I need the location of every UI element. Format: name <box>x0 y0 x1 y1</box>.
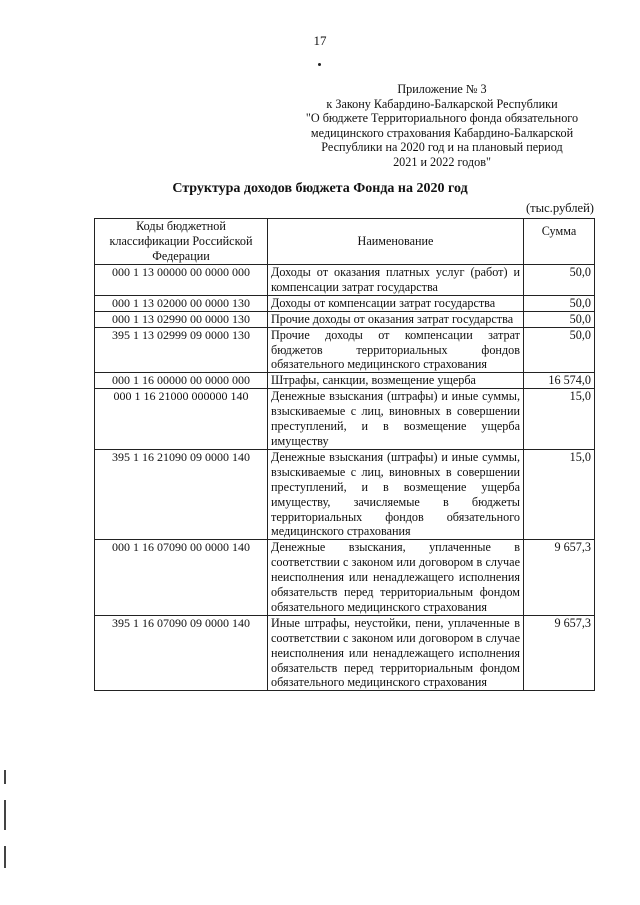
appendix-header <box>292 82 592 170</box>
row-code: 395 1 16 21090 09 0000 140 <box>95 449 268 539</box>
row-code: 000 1 13 02000 00 0000 130 <box>95 295 268 311</box>
table-row <box>95 389 595 450</box>
row-code: 000 1 16 07090 00 0000 140 <box>95 540 268 616</box>
row-amount: 50,0 <box>524 311 595 327</box>
row-name: Доходы от компенсации затрат государства <box>268 295 524 311</box>
row-amount: 16 574,0 <box>524 373 595 389</box>
table-row <box>95 311 595 327</box>
scan-margin-mark <box>4 846 6 868</box>
appendix-line: к Закону Кабардино-Балкарской Республики <box>326 96 558 111</box>
row-code: 000 1 13 00000 00 0000 000 <box>95 265 268 296</box>
row-amount: 9 657,3 <box>524 615 595 691</box>
table-row <box>95 615 595 691</box>
scan-margin-mark <box>4 770 6 784</box>
document-title: Структура доходов бюджета Фонда на 2020 год <box>172 181 468 196</box>
row-amount: 9 657,3 <box>524 540 595 616</box>
units-label: (тыс.рублей) <box>525 201 594 215</box>
header-amount: Сумма <box>524 219 595 265</box>
header-code: Коды бюджетной классификации Российской Федерации <box>95 219 268 265</box>
row-name: Прочие доходы от компенсации затрат бюджетов территориальных фондов обязательного медицинского страхования <box>268 327 524 373</box>
table-row <box>95 265 595 296</box>
row-amount: 15,0 <box>524 389 595 450</box>
appendix-line: "О бюджете Территориального фонда обязательного <box>305 111 579 126</box>
table-header-row <box>95 219 595 265</box>
row-amount: 50,0 <box>524 265 595 296</box>
appendix-line: 2021 и 2022 годов" <box>393 154 491 169</box>
row-amount: 15,0 <box>524 449 595 539</box>
header-name: Наименование <box>268 219 524 265</box>
row-name: Иные штрафы, неустойки, пени, уплаченные в соответствии с законом или договором в случае неисполнения или ненадлежащего исполнения обязательств перед территориальным фондом обязательного медицинского страхования <box>268 615 524 691</box>
row-name: Штрафы, санкции, возмещение ущерба <box>268 373 524 389</box>
appendix-line: медицинского страхования Кабардино-Балкарской <box>310 125 574 140</box>
row-name: Прочие доходы от оказания затрат государства <box>268 311 524 327</box>
income-structure-table <box>94 218 595 691</box>
row-name: Доходы от оказания платных услуг (работ) и компенсации затрат государства <box>268 265 524 296</box>
table-row <box>95 373 595 389</box>
table-row <box>95 295 595 311</box>
row-amount: 50,0 <box>524 327 595 373</box>
row-code: 000 1 16 21000 000000 140 <box>95 389 268 450</box>
row-name: Денежные взыскания (штрафы) и иные суммы, взыскиваемые с лиц, виновных в совершении преступлений, и в возмещение ущерба имуществу <box>268 389 524 450</box>
appendix-line: Республики на 2020 год и на плановый период <box>321 140 563 155</box>
row-code: 395 1 16 07090 09 0000 140 <box>95 615 268 691</box>
scan-dot <box>318 63 321 66</box>
row-name: Денежные взыскания, уплаченные в соответствии с законом или договором в случае неисполнения или ненадлежащего исполнения обязательств перед территориальным фондом обязательного медицинского страхования <box>268 540 524 616</box>
page-number: 17 <box>313 33 327 48</box>
table-row <box>95 449 595 539</box>
table-row <box>95 540 595 616</box>
row-amount: 50,0 <box>524 295 595 311</box>
scan-margin-mark <box>4 800 6 830</box>
table-row <box>95 327 595 373</box>
row-code: 000 1 13 02990 00 0000 130 <box>95 311 268 327</box>
row-name: Денежные взыскания (штрафы) и иные суммы, взыскиваемые с лиц, виновных в совершении преступлений, и в возмещение ущерба имуществу, зачисляемые в бюджеты территориальных фондов обязательного медицинского страхования <box>268 449 524 539</box>
row-code: 395 1 13 02999 09 0000 130 <box>95 327 268 373</box>
appendix-line: Приложение № 3 <box>397 82 487 96</box>
row-code: 000 1 16 00000 00 0000 000 <box>95 373 268 389</box>
